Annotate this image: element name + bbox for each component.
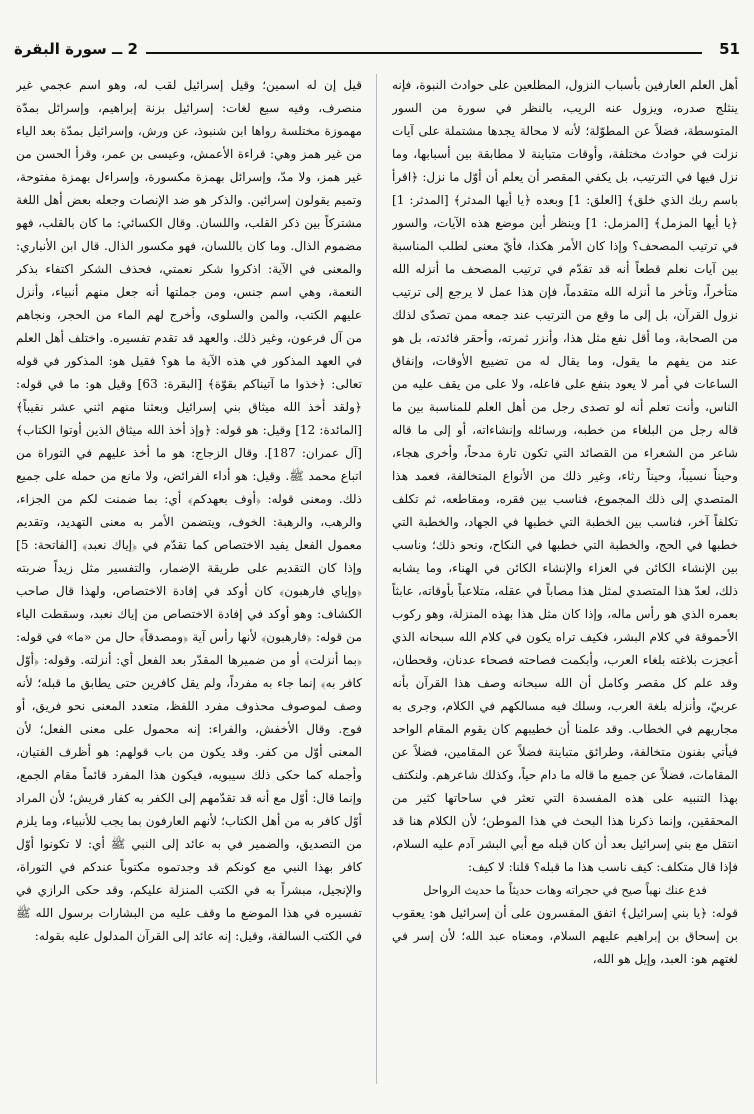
running-header (14, 38, 740, 64)
right-column-body: أهل العلم العارفين بأسباب النزول، المطلعين على حوادث النبوة، فإنه ينثلج صدره، ويزول عنه الريب، بالنظر في سورة من السور المتوسطة، فضلاً عن المطوّلة؛ لأنه لا محالة يجدها مشتملة على آيات نزلت في حوادث مختلفة، وأوقات متباينة لا مطابقة بين أسبابها، وما نزل فيها في الترتيب، بل يكفي المقصر أن يعلم أن أوّل ما نزل: ﴿اقرأ باسم ربك الذي خلق﴾ [العلق: 1] وبعده ﴿يا أيها المدثر﴾ [المدثر: 1] ﴿يا أيها المزمل﴾ [المزمل: 1] وينظر أين موضع هذه الآيات، والسور في ترتيب المصحف؟ وإذا كان الأمر هكذا، فأيّ معنى لطلب المناسبة بين آيات نعلم قطعاً أنه قد تقدّم في ترتيب المصحف ما أنزله الله متأخراً، وتأخر ما أنزله الله متقدماً، فإن هذا عمل لا يرجع إلى ترتيب نزول القرآن، بل إلى ما وقع من الترتيب عند جمعه ممن تصدّى لذلك من الصحابة، وما أقل نفع مثل هذا، وأنزر ثمرته، وأحقر فائدته، بل هو عند من يفهم ما يقول، وما يقال له من تضييع الأوقات، وإنفاق الساعات في أمر لا يعود بنفع على فاعله، ولا على من يقف عليه من الناس، وأنت تعلم أنه لو تصدى رجل من أهل العلم للمناسبة بين ما قاله رجل من البلغاء من خطبه، ورسائله وإنشاءاته، أو إلى ما قاله شاعر من الشعراء من القصائد التي تكون تارة مدحاً، وأخرى هجاء، وحيناً نسيباً، وحيناً رثاء، وغير ذلك من الأنواع المتخالفة، فعمد هذا المتصدي إلى ذلك المجموع، فناسب بين فقره، ومقاطعه، ثم تكلف تكلفاً آخر، فناسب بين الخطبة التي خطبها في الجهاد، والخطبة التي خطبها في الحج، والخطبة التي خطبها في النكاح، ونحو ذلك؛ وناسب بين الإنشاء الكائن في العزاء والإنشاء الكائن في الهناء، وما يشابه ذلك، لعدّ هذا المتصدي لمثل هذا مصاباً في عقله، متلاعباً بأوقاته، عابثاً بعمره الذي هو رأس ماله، وإذا كان مثل هذا بهذه المنزلة، وهو ركوب الأحموقة في كلام البشر، فكيف تراه يكون في كلام الله سبحانه الذي أعجزت بلاغته بلغاء العرب، وأبكمت فصاحته فصحاء عدنان، وقحطان، وقد علم كل مقصر وكامل أن الله سبحانه وصف هذا القرآن بأنه عربيّ، وأنزله بلغة العرب، وسلك فيه مسالكهم في الكلام، وجرى به مجاريهم في الخطاب. وقد علمنا أن خطيبهم كان يقوم المقام الواحد فيأتي بفنون متخالفة، وطرائق متباينة فضلاً عن المقامين، فضلاً عن المقامات، فضلاً عن جميع ما قاله ما دام حياً، وكذلك شاعرهم. ولنكتف بهذا التنبيه على هذه المفسدة التي تعثر في ساحاتها كثير من المحققين، وإنما ذكرنا هذا البحث في هذا الموطن؛ لأن الكلام هنا قد انتقل مع بني إسرائيل بعد أن كان قبله مع أبي البشر آدم عليه السلام، فإذا قال متكلف: كيف ناسب هذا ما قبله؟ قلنا: لا كيف: (392, 78, 738, 874)
right-column-closing: قوله: ﴿يا بني إسرائيل﴾ اتفق المفسرون على أن إسرائيل هو: يعقوب بن إسحاق بن إبراهيم عليهم السلام، ومعناه عبد الله؛ لأن إسر في لغتهم هو: العبد، وإيل هو الله، (392, 906, 738, 966)
column-divider (376, 74, 377, 1084)
poetry-verse: فدع عنك نهباً صيح في حجراته وهات حديثاً ما حديث الرواحل (423, 883, 707, 897)
right-column (392, 74, 738, 1084)
page-number: 51 (719, 40, 740, 58)
left-column-body: قيل إن له اسمين؛ وقيل إسرائيل لقب له، وهو اسم عجمي غير منصرف، وفيه سبع لغات: إسرائيل بزنة إبراهيم، وإسرائل بمدّة مهموزة مختلسة رواها ابن شنبوذ، عن ورش، وإسرائيل بمدّة بعد الياء من غير همز وهي: قراءة الأعمش، وعيسى بن عمر، وقرأ الحسن من غير همز، ولا مدّ، وإسرائل بهمزة مكسورة، وإسراءل بهمزة مفتوحة، وتميم يقولون إسرائين. والذكر هو ضد الإنصات وجعله بعض أهل اللغة مشتركاً بين ذكر القلب، واللسان. وقال الكسائي: ما كان بالقلب، فهو مضموم الذال. وما كان باللسان، فهو مكسور الذال. قال ابن الأنباري: والمعنى في الآية: اذكروا شكر نعمتي، فحذف الشكر اكتفاء بذكر النعمة، وهي اسم جنس، ومن جملتها أنه جعل منهم أنبياء، وأنزل عليهم الكتب، والمن والسلوى، وأخرج لهم الماء من الحجر، ونجاهم من آل فرعون، وغير ذلك. والعهد قد تقدم تفسيره. واختلف أهل العلم في العهد المذكور في هذه الآية ما هو؟ فقيل هو: المذكور في قوله تعالى: ﴿خذوا ما آتيناكم بقوّة﴾ [البقرة: 63] وقيل هو: ما في قوله: ﴿ولقد أخذ الله ميثاق بني إسرائيل وبعثنا منهم اثني عشر نقيباً﴾ [المائدة: 12] وقيل: هو قوله: ﴿وإذ أخذ الله ميثاق الذين أوتوا الكتاب﴾ [آل عمران: 187]. وقال الزجاج: هو ما أخذ عليهم في التوراة من اتباع محمد ﷺ. وقيل: هو أداء الفرائض، ولا مانع من حمله على جميع ذلك. ومعنى قوله: ﴿أوف بعهدكم﴾ أي: بما ضمنت لكم من الجزاء، والرهب، والرهبة: الخوف، ويتضمن الأمر به معنى التهديد، وتقديم معمول الفعل يفيد الاختصاص كما تقدّم في ﴿إياك نعبد﴾ [الفاتحة: 5] وإذا كان التقديم على طريقة الإضمار، والتفسير مثل زيداً ضربته ﴿وإياي فارهبون﴾ كان أوكد في إفادة الاختصاص، ولهذا قال صاحب الكشاف: وهو أوكد في إفادة الاختصاص من إياك نعبد، وسقطت الياء من قوله: ﴿فارهبون﴾ لأنها رأس آية ﴿ومصدقاً﴾ حال من «ما» في قوله: ﴿بما أنزلت﴾ أو من ضميرها المقدّر بعد الفعل أي: أنزلته. وقوله: ﴿أوّل كافر به﴾ إنما جاء به مفرداً، ولم يقل كافرين حتى يطابق ما قبله؛ لأنه وصف لموصوف محذوف مفرد اللفظ، متعدد المعنى نحو فريق، أو فوج. وقال الأخفش، والفراء: إنه محمول على معنى الفعل؛ لأن المعنى أوّل من كفر. وقد يكون من باب قولهم: هو أظرف الفتيان، وأجمله كما حكى ذلك سيبويه، فيكون هذا المفرد قائماً مقام الجمع، وإنما قال: أوّل مع أنه قد تقدّمهم إلى الكفر به كفار قريش؛ لأن المراد أوّل كافر به من أهل الكتاب؛ لأنهم العارفون بما يجب للأنبياء، وما يلزم من التصديق، والضمير في به عائد إلى النبي ﷺ أي: لا تكونوا أوّل كافر بهذا النبي مع كونكم قد وجدتموه مكتوباً عندكم في التوراة، والإنجيل، مبشراً به في الكتب المنزلة عليكم، وقد حكى الرازي في تفسيره في هذا الموضع ما وقف عليه من البشارات برسول الله ﷺ في الكتب السالفة، وقيل: إنه عائد إلى القرآن المدلول عليه بقوله: (16, 78, 362, 943)
surah-title: 2 ــ سورة البقرة (14, 40, 138, 58)
header-rule (146, 52, 702, 54)
left-column (16, 74, 362, 1084)
